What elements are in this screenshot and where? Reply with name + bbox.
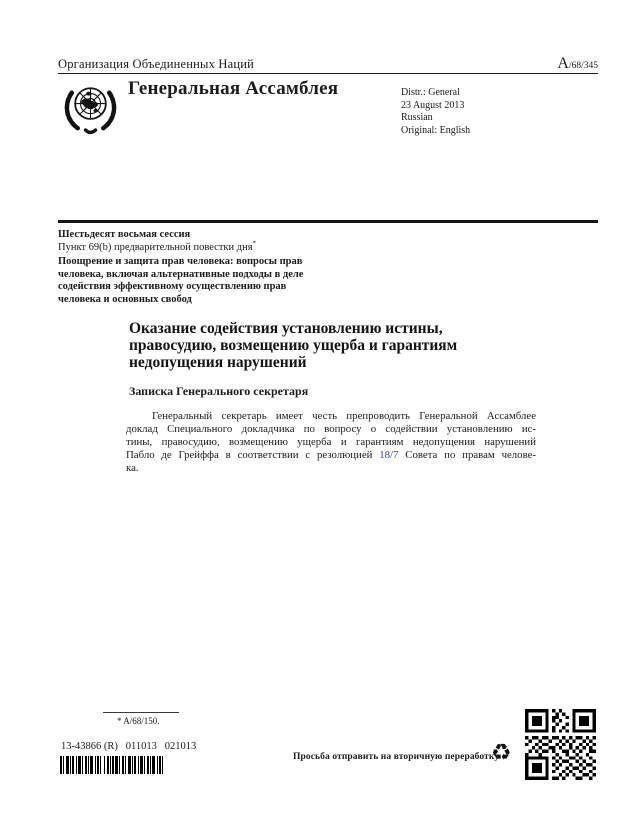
distr-line-general: Distr.: General	[401, 87, 460, 98]
report-title-line: Оказание содействия установлению истины,	[129, 320, 443, 337]
masthead-rule	[58, 73, 598, 74]
agenda-subject-line: содействия эффективному осуществлению прав	[58, 281, 287, 293]
footnote-rule	[103, 712, 179, 713]
distr-line-date: 23 August 2013	[401, 99, 465, 111]
paragraph-line	[126, 449, 536, 462]
session-block	[58, 229, 358, 307]
report-title	[129, 320, 549, 372]
report-subtitle: Записка Генерального секретаря	[129, 384, 309, 398]
footnote-text: * A/68/150.	[117, 716, 160, 726]
agenda-subject-line: человека, включая альтернативные подходы в деле	[58, 268, 304, 280]
barcode	[60, 756, 166, 774]
paragraph-line: тины, правосудию, возмещению ущерба и гарантиям недопущения нарушений	[126, 436, 536, 449]
resolution-link[interactable]: 18/7	[379, 449, 399, 462]
agenda-subject-line: Поощрение и защита прав человека: вопросы прав	[58, 256, 303, 268]
recycle-icon: ♻	[491, 740, 512, 766]
qr-code	[523, 709, 598, 780]
paragraph-line: ка.	[126, 462, 139, 475]
agenda-subject	[58, 256, 358, 306]
document-code: 13-43866 (R) 011013 021013	[61, 741, 197, 752]
note-paragraph	[126, 410, 536, 475]
un-emblem-icon	[61, 80, 120, 137]
org-name: Организация Объединенных Наций	[58, 57, 255, 71]
doc-symbol	[557, 55, 598, 73]
distr-block	[401, 87, 470, 137]
report-title-line: недопущения нарушений	[129, 354, 307, 372]
session-title: Шестьдесят восьмая сессия	[58, 229, 191, 240]
agenda-item-line	[58, 239, 358, 255]
distr-line-language: Russian	[401, 112, 433, 124]
agenda-item-footnote-marker: *	[252, 239, 257, 248]
doc-symbol-letter: A	[557, 55, 569, 72]
paragraph-text: Пабло де Грейффа в соответствии с резолюцией	[126, 449, 380, 462]
masthead	[58, 55, 598, 73]
paragraph-line: доклад Специального докладчика по вопросу о содействии установлению ис-	[126, 423, 536, 436]
assembly-title: Генеральная Ассамблея	[128, 78, 339, 99]
agenda-item-text: Пункт 69(b) предварительной повестки дня	[58, 241, 253, 253]
header-thick-rule	[58, 220, 598, 223]
paragraph-line: Генеральный секретарь имеет честь препроводить Генеральной Ассамблее	[152, 410, 536, 422]
paragraph-text: Совета по правам челове-	[398, 449, 536, 462]
report-title-line: правосудию, возмещению ущерба и гарантиям	[129, 337, 458, 355]
doc-symbol-number: /68/345	[568, 61, 598, 71]
recycle-note: Просьба отправить на вторичную переработку	[293, 752, 500, 762]
distr-line-original: Original: English	[401, 124, 471, 136]
agenda-subject-line: человека и основных свобод	[58, 293, 192, 305]
